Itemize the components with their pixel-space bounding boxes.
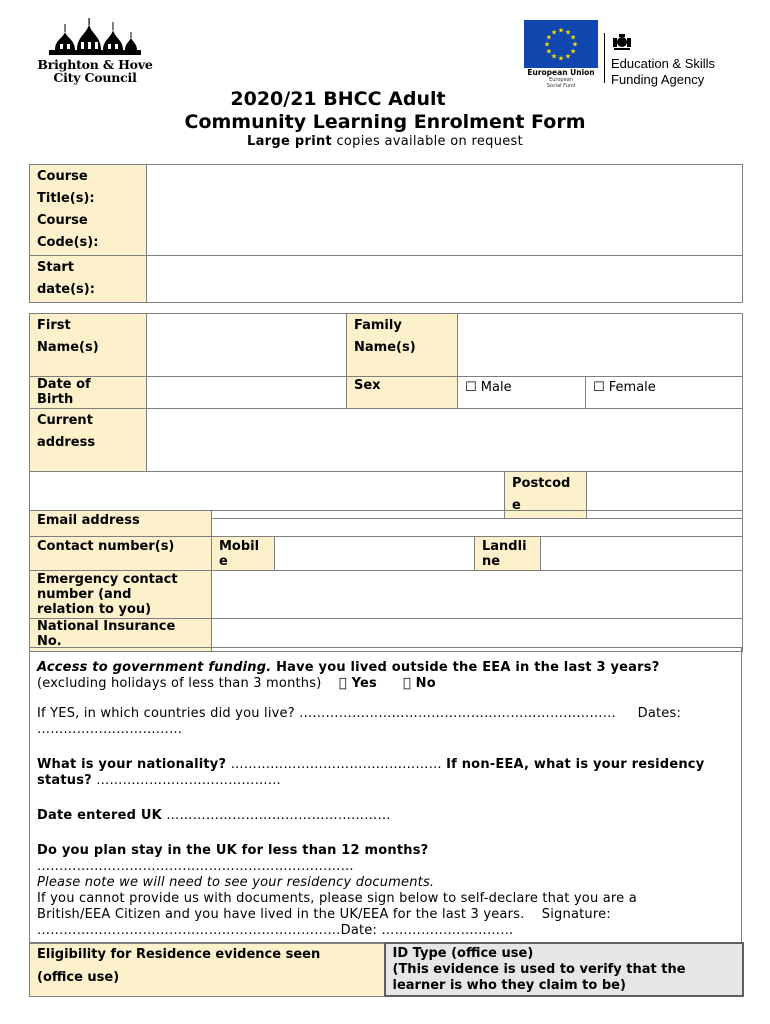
contact-number-label: Contact number(s) [30,537,212,571]
course-title-code-label: Course Title(s): Course Code(s): [30,165,147,256]
royal-crest-icon [611,33,633,51]
esfa-logo [604,33,734,87]
form-title-line2: Community Learning Enrolment Form [184,111,586,133]
eligibility-evidence-cell[interactable]: Eligibility for Residence evidence seen (office use) [30,943,385,996]
form-subtitle [0,134,770,149]
address-label: Current address [30,409,147,472]
eu-subcaption-2: Social Fund [546,83,576,89]
large-print-label: Large print [246,134,333,149]
course-table [29,164,743,303]
name-table [29,313,743,472]
emergency-contact-field[interactable] [212,571,743,619]
eu-star-icon: ★ [557,54,565,63]
form-title-line1: 2020/21 BHCC Adult [230,88,446,110]
eu-star-icon: ★ [569,33,577,42]
course-title-code-field[interactable] [147,165,743,256]
eu-star-icon: ★ [545,47,553,56]
subtitle-rest: copies available on request [332,134,523,149]
dob-field[interactable] [147,377,347,409]
email-label: Email address [30,511,212,537]
council-name-line1: Brighton & Hove [37,57,153,72]
office-use-table [29,942,744,997]
address-field[interactable] [147,409,743,472]
emergency-contact-label: Emergency contact number (and relation to you) [30,571,212,619]
first-name-label: First Name(s) [30,314,147,377]
esfa-line2: Funding Agency [611,72,705,87]
ni-number-label: National Insurance No. [30,619,212,652]
eu-caption: European Union [527,68,595,77]
postcode-label: Postcod e [505,472,587,519]
council-name-line2: City Council [53,70,137,85]
signature-date-line[interactable]: ……………………………………………………………Date: ………………………… [37,923,514,938]
landline-label: Landli ne [475,537,541,571]
countries-lived-line[interactable]: If YES, in which countries did you live? ……………………………………………………………… Dates: [37,706,682,721]
first-name-field[interactable] [147,314,347,377]
brighton-pavilion-icon [45,18,145,58]
bhcc-logo [36,18,154,90]
landline-field[interactable] [541,537,743,571]
eu-flag-icon [524,20,598,68]
eu-star-icon: ★ [571,40,579,49]
eu-star-icon: ★ [564,28,572,37]
residency-docs-note: Please note we will need to see your residency documents. [37,875,435,890]
family-name-label: Family Name(s) [347,314,458,377]
mobile-field[interactable] [275,537,475,571]
self-declare-line1: If you cannot provide us with documents, please sign below to self-declare that you are a [37,891,637,906]
eu-star-icon: ★ [550,52,558,61]
excluding-line: (excluding holidays of less than 3 months) Yes No [37,676,734,692]
eu-star-icon: ★ [569,47,577,56]
family-name-field[interactable] [458,314,743,377]
eu-subcaption-1: European [549,77,573,83]
dob-label: Date of Birth [30,377,147,409]
date-entered-uk-line[interactable]: Date entered UK …………………………………………… [37,808,391,823]
yes-checkbox[interactable]: Yes [338,676,369,691]
id-type-cell[interactable]: ID Type (office use) (This evidence is used to verify that the learner is who they claim to be) [385,943,743,996]
eu-star-icon: ★ [545,33,553,42]
email-field[interactable] [212,511,743,537]
esfa-line1: Education & Skills [611,56,716,71]
eu-star-icon: ★ [564,52,572,61]
sex-label: Sex [347,377,458,409]
no-checkbox[interactable]: No [394,676,420,691]
self-declare-line2: British/EEA Citizen and you have lived in the UK/EEA for the last 3 years. Signature: [37,907,611,922]
funding-eligibility-section [29,647,742,943]
dates-line[interactable]: …………………………… [37,722,183,737]
sex-female-checkbox[interactable]: ☐ Female [586,377,743,409]
eu-star-icon: ★ [543,40,551,49]
sex-male-checkbox[interactable]: ☐ Male [458,377,586,409]
nationality-line[interactable]: What is your nationality? ………………………………………… If non-EEA, what is your residency status? …………………………………… [37,757,705,788]
start-date-field[interactable] [147,256,743,303]
contact-table [29,510,743,652]
eu-logo [522,20,600,88]
start-date-label: Start date(s): [30,256,147,303]
mobile-label: Mobil e [212,537,275,571]
eu-star-icon: ★ [557,26,565,35]
eu-star-icon: ★ [550,28,558,37]
plan-stay-answer[interactable]: ……………………………………………………………… [37,859,354,874]
plan-stay-question: Do you plan stay in the UK for less than 12 months? [37,843,429,858]
access-question: Access to government funding. Have you lived outside the EEA in the last 3 years? [37,660,660,675]
